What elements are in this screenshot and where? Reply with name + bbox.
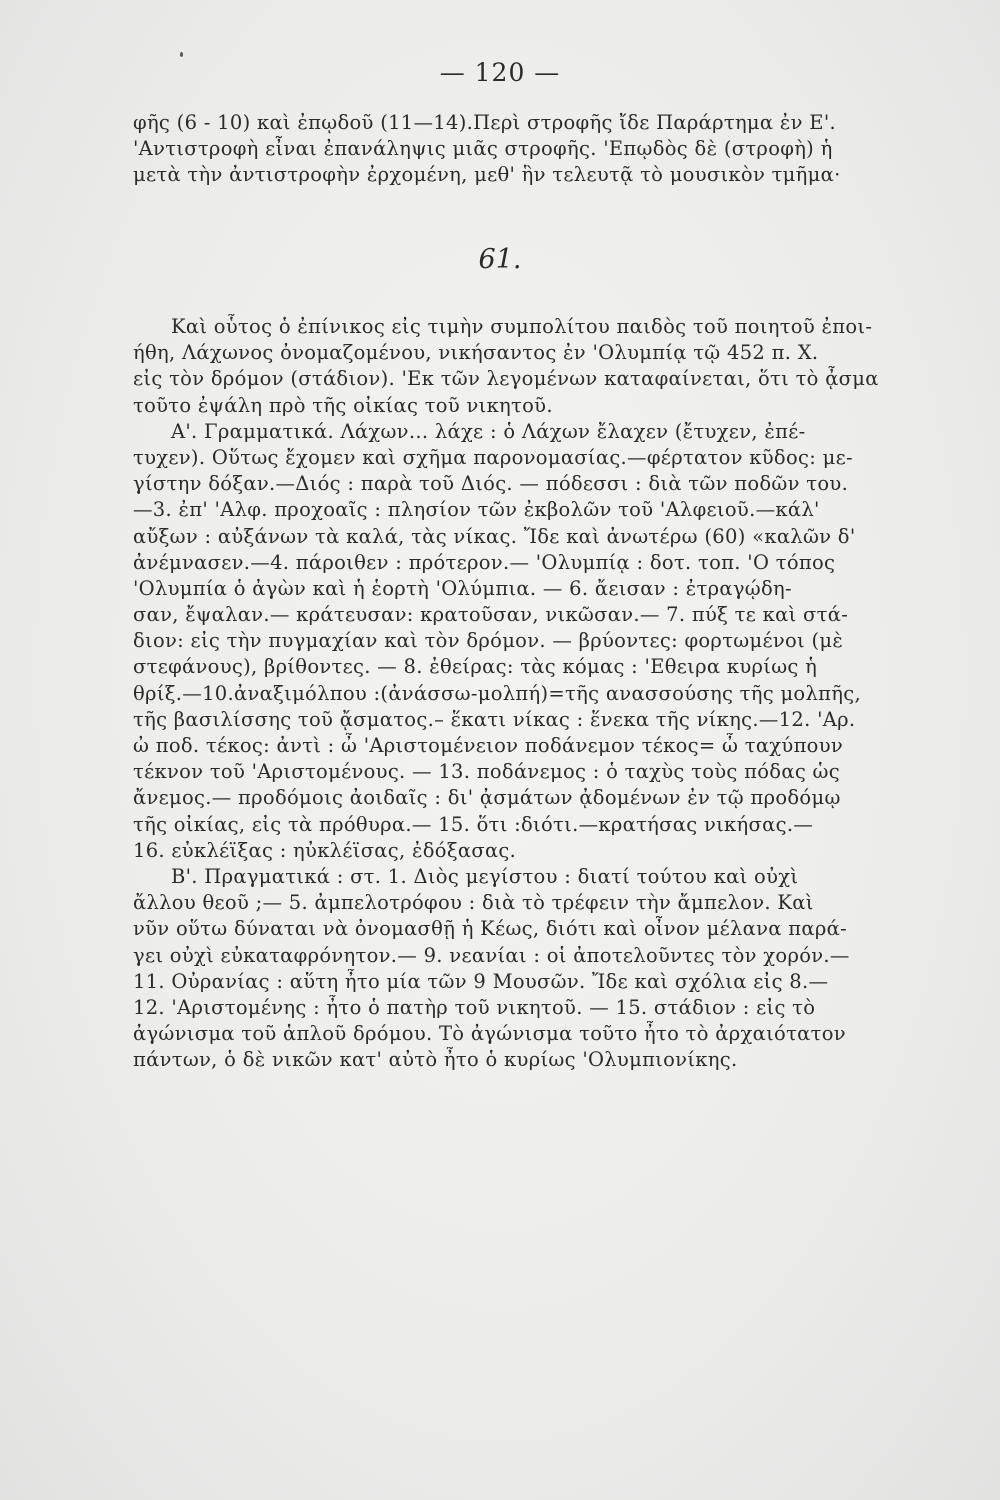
text-line: θρίξ.—10.ἀναξιμόλπου :(ἀνάσσω-μολπή)=τῆς ανασσούσης τῆς μολπῆς,: [133, 681, 861, 705]
paper-speck: [180, 52, 183, 57]
intro-paragraph: [133, 110, 933, 189]
text-line: μετὰ τὴν ἀντιστροφὴν ἐρχομένη, μεθ' ἣν τελευτᾷ τὸ μουσικὸν τμῆμα·: [133, 163, 841, 187]
text-line: διον: εἰς τὴν πυγμαχίαν καὶ τὸν δρόμον. — βρύοντες: φορτωμένοι (μὲ: [133, 629, 844, 653]
ode-number-heading: 61.: [478, 244, 522, 275]
text-line: ἄλλου θεοῦ ;— 5. ἀμπελοτρόφου : διὰ τὸ τρέφειν τὴν ἄμπελον. Καὶ: [133, 891, 814, 915]
text-line: τῆς οἰκίας, εἰς τὰ πρόθυρα.— 15. ὅτι :διότι.—κρατήσας νικήσας.—: [133, 812, 814, 836]
text-line: 11. Οὐρανίας : αὕτη ἦτο μία τῶν 9 Μουσῶν. Ἴδε καὶ σχόλια εἰς 8.—: [133, 969, 829, 993]
text-line: 16. εὐκλέϊξας : ηὐκλέϊσας, ἐδόξασας.: [133, 838, 517, 862]
text-line: γίστην δόξαν.—Διός : παρὰ τοῦ Διός. — πόδεσσι : διὰ τῶν ποδῶν του.: [133, 472, 849, 496]
text-line: ἀνέμνασεν.—4. πάροιθεν : πρότερον.— 'Ολυμπίᾳ : δοτ. τοπ. 'Ο τόπος: [133, 550, 836, 574]
text-line: ὠ ποδ. τέκος: ἀντὶ : ὦ 'Αριστομένειον ποδάνεμον τέκος= ὦ ταχύπουν: [133, 734, 844, 757]
page-number: — 120 —: [439, 58, 561, 87]
text-line: ἀγώνισμα τοῦ ἁπλοῦ δρόμου. Τὸ ἀγώνισμα τοῦτο ἦτο τὸ ἀρχαιότατον: [133, 1022, 846, 1046]
text-line: στεφάνους), βρίθοντες. — 8. ἐθείρας: τὰς κόμας : 'Εθειρα κυρίως ἡ: [133, 655, 818, 679]
text-line: ἄνεμος.— προδόμοις ἀοιδαῖς : δι' ᾀσμάτων ᾀδομένων ἐν τῷ προδόμῳ: [133, 786, 841, 810]
text-line: τῆς βασιλίσσης τοῦ ᾄσματος.– ἕκατι νίκας : ἕνεκα τῆς νίκης.—12. 'Αρ.: [133, 707, 856, 731]
text-line: πάντων, ὁ δὲ νικῶν κατ' αὐτὸ ἦτο ὁ κυρίως 'Ολυμπιονίκης.: [133, 1048, 738, 1072]
factual-notes-heading-line: Β'. Πραγματικά : στ. 1. Διὸς μεγίστου : διατί τούτου καὶ οὐχὶ: [171, 864, 799, 888]
text-line: τέκνον τοῦ 'Αριστομένους. — 13. ποδάνεμος : ὁ ταχὺς τοὺς πόδας ὡς: [133, 760, 840, 784]
text-line: 12. 'Αριστομένης : ἦτο ὁ πατὴρ τοῦ νικητοῦ. — 15. στάδιον : εἰς τὸ: [133, 995, 816, 1019]
text-line: 'Αντιστροφὴ εἶναι ἐπανάληψις μιᾶς στροφῆς. 'Επῳδὸς δὲ (στροφὴ) ἡ: [133, 137, 833, 161]
text-line: 'Ολυμπία ὁ ἀγὼν καὶ ἡ ἑορτὴ 'Ολύμπια. — 6. ἄεισαν : ἐτραγῴδη-: [133, 576, 792, 600]
grammatical-notes-heading-line: Α'. Γραμματικά. Λάχων... λάχε : ὁ Λάχων ἔλαχεν (ἔτυχεν, ἐπέ-: [171, 419, 806, 443]
text-line: σαν, ἔψαλαν.— κράτευσαν: κρατοῦσαν, νικῶσαν.— 7. πύξ τε καὶ στά-: [133, 603, 849, 627]
text-line: φῆς (6 - 10) καὶ ἐπῳδοῦ (11—14).Περὶ στροφῆς ἴδε Παράρτημα ἐν Ε'.: [133, 111, 836, 134]
text-line: ήθη, Λάχωνος ὀνομαζομένου, νικήσαντος ἐν 'Ολυμπίᾳ τῷ 452 π. Χ.: [133, 341, 819, 365]
text-line: τοῦτο ἐψάλη πρὸ τῆς οἰκίας τοῦ νικητοῦ.: [133, 393, 553, 417]
text-line: Καὶ οὗτος ὁ ἐπίνικος εἰς τιμὴν συμπολίτου παιδὸς τοῦ ποιητοῦ ἐποι-: [171, 315, 873, 338]
text-line: —3. ἐπ' 'Αλφ. προχοαῖς : πλησίον τῶν ἐκβολῶν τοῦ 'Αλφειοῦ.—κάλ': [133, 498, 820, 522]
text-line: αὔξων : αὐξάνων τὰ καλά, τὰς νίκας. Ἴδε καὶ ἀνωτέρω (60) «καλῶν δ': [133, 524, 856, 548]
text-line: γει οὐχὶ εὐκαταφρόνητον.— 9. νεανίαι : οἱ ἀποτελοῦντες τὸν χορόν.—: [133, 943, 850, 967]
text-line: εἰς τὸν δρόμον (στάδιον). 'Εκ τῶν λεγομένων καταφαίνεται, ὅτι τὸ ᾆσμα: [133, 367, 879, 391]
text-line: τυχεν). Οὕτως ἔχομεν καὶ σχῆμα παρονομασίας.—φέρτατον κῦδος: με-: [133, 445, 853, 469]
text-line: νῦν οὕτω δύναται νὰ ὀνομασθῇ ἡ Κέως, διότι καὶ οἶνον μέλανα παρά-: [133, 917, 847, 941]
commentary-body: [133, 314, 933, 1073]
